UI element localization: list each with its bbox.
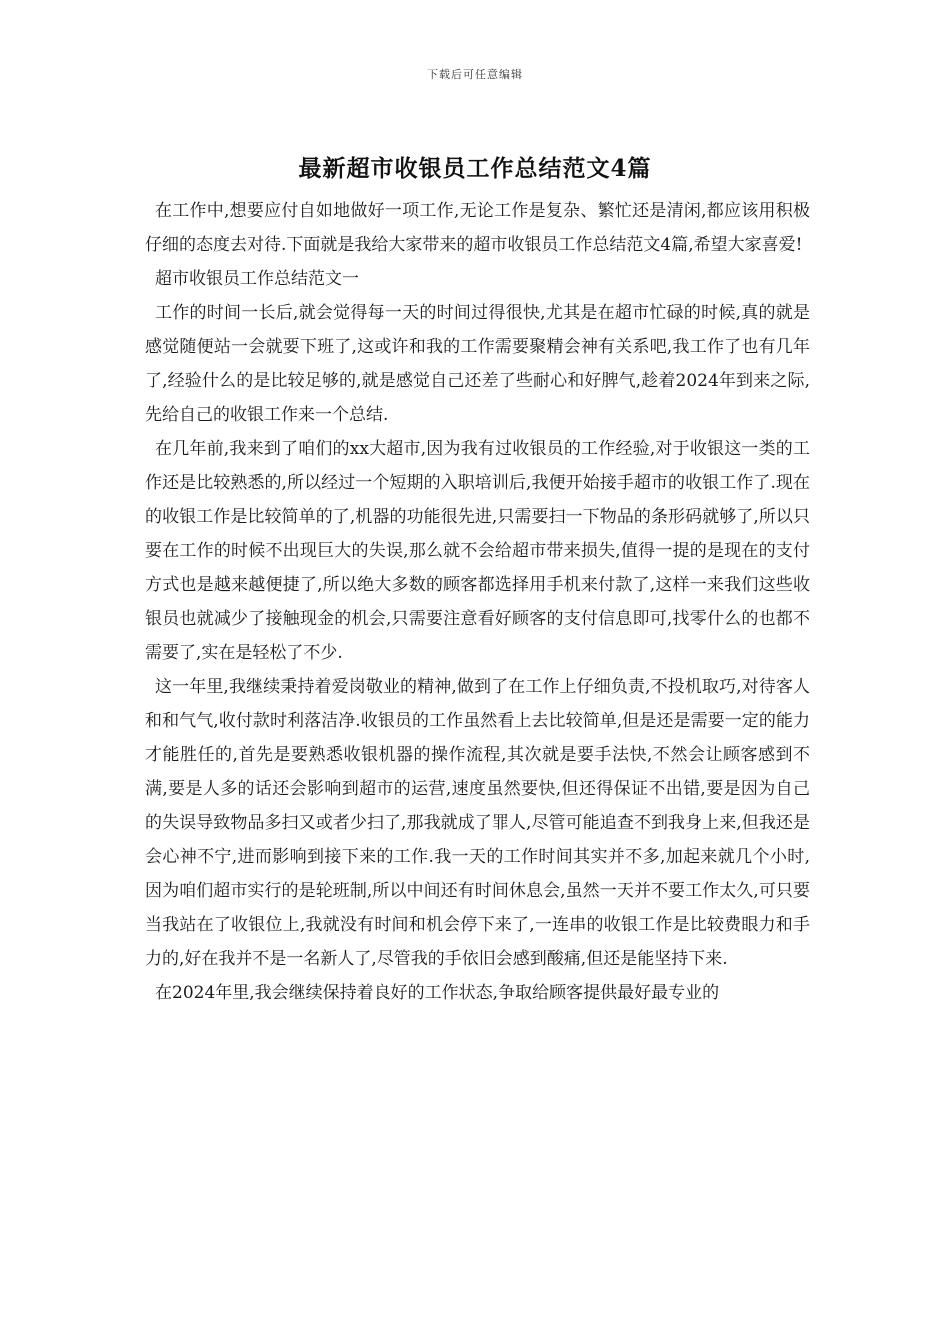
section-heading: 超市收银员工作总结范文一: [155, 269, 359, 289]
body-paragraph: 这一年里,我继续秉持着爱岗敬业的精神,做到了在工作上仔细负责,不投机取巧,对待客人和和气气,收付款时利落洁净.收银员的工作虽然看上去比较简单,但是还是需要一定的能力才能胜任的,首先是要熟悉收银机器的操作流程,其次就是要手法快,不然会让顾客感到不满,要是人多的话还会影响到超市的运营,速度虽然要快,但还得保证不出错,要是因为自己的失误导致物品多扫又或者少扫了,那我就成了罪人,尽管可能追查不到我身上来,但我还是会心神不宁,进而影响到接下来的工作.我一天的工作时间其实并不多,加起来就几个小时,因为咱们超市实行的是轮班制,所以中间还有时间休息会,虽然一天并不要工作太久,可只要当我站在了收银位上,我就没有时间和机会停下来了,一连串的收银工作是比较费眼力和手力的,好在我并不是一名新人了,尽管我的手依旧会感到酸痛,但还是能坚持下来.: [145, 677, 810, 969]
header-note: 下载后可任意编辑: [427, 68, 523, 81]
document-body: [145, 194, 810, 1010]
body-paragraph: 工作的时间一长后,就会觉得每一天的时间过得很快,尤其是在超市忙碌的时候,真的就是感觉随便站一会就要下班了,这或许和我的工作需要聚精会神有关系吧,我工作了也有几年了,经验什么的是比较足够的,就是感觉自己还差了些耐心和好脾气,趁着2024年到来之际,先给自己的收银工作来一个总结.: [145, 303, 810, 425]
intro-paragraph: 在工作中,想要应付自如地做好一项工作,无论工作是复杂、繁忙还是清闲,都应该用积极仔细的态度去对待.下面就是我给大家带来的超市收银员工作总结范文4篇,希望大家喜爱!: [145, 201, 810, 255]
page-title: 最新超市收银员工作总结范文4篇: [298, 155, 652, 182]
body-paragraph: 在几年前,我来到了咱们的xx大超市,因为我有过收银员的工作经验,对于收银这一类的工作还是比较熟悉的,所以经过一个短期的入职培训后,我便开始接手超市的收银工作了.现在的收银工作是比较简单的了,机器的功能很先进,只需要扫一下物品的条形码就够了,所以只要在工作的时候不出现巨大的失误,那么就不会给超市带来损失,值得一提的是现在的支付方式也是越来越便捷了,所以绝大多数的顾客都选择用手机来付款了,这样一来我们这些收银员也就减少了接触现金的机会,只需要注意看好顾客的支付信息即可,找零什么的也都不需要了,实在是轻松了不少.: [145, 439, 810, 663]
body-paragraph: 在2024年里,我会继续保持着良好的工作状态,争取给顾客提供最好最专业的: [155, 983, 720, 1003]
